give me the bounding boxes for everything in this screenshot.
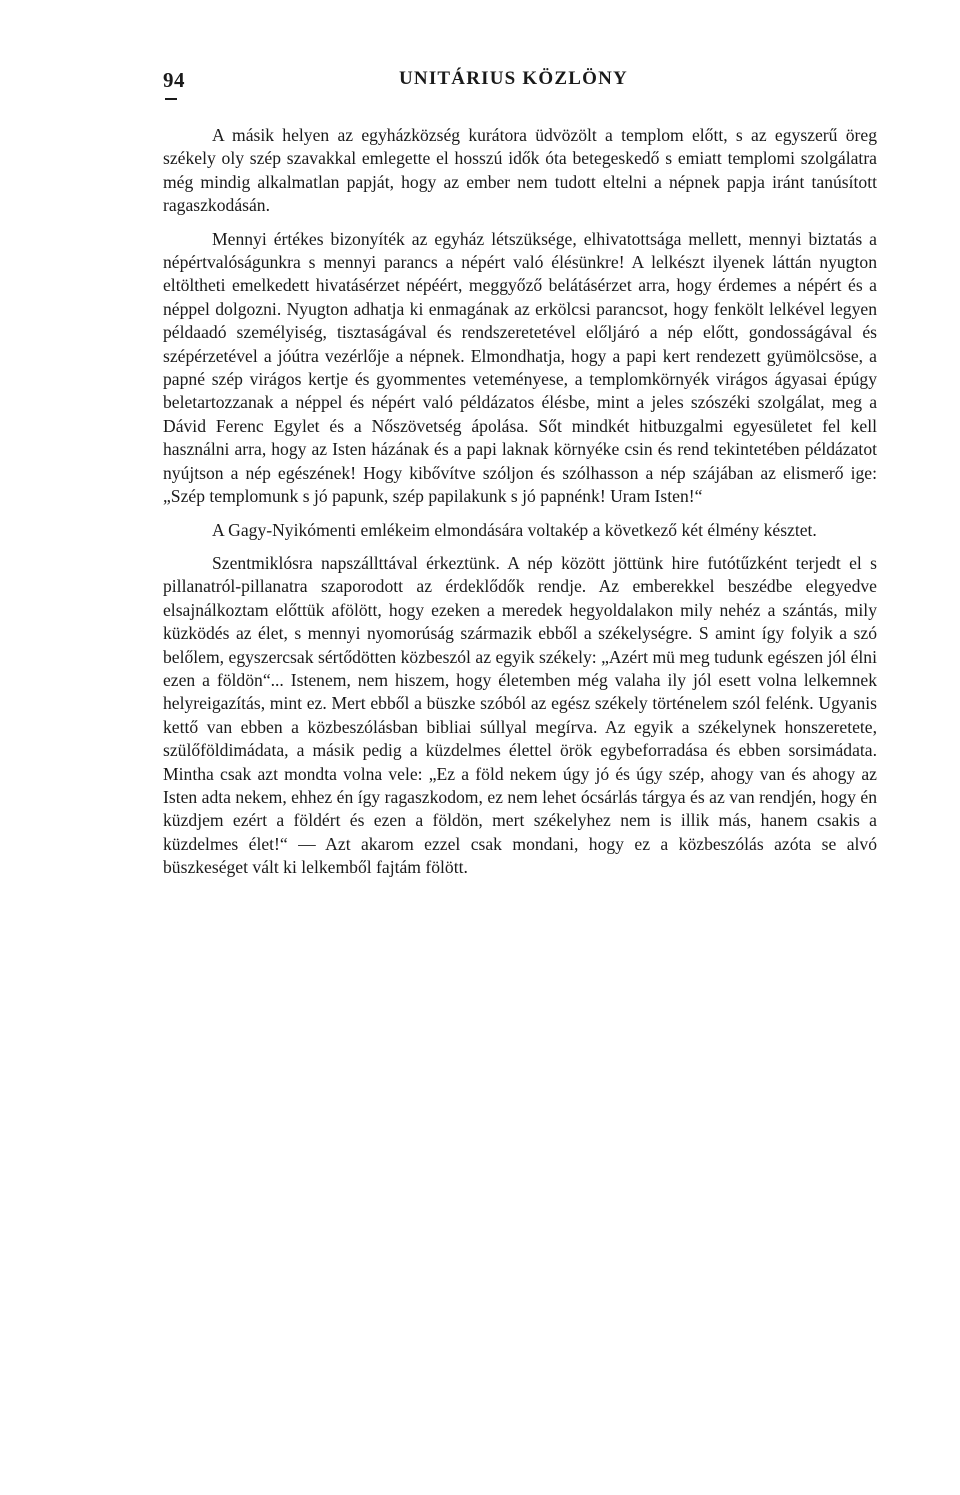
paragraph-1: A másik helyen az egyházközség kurátora üdvözölt a templom előtt, s az egyszerű öreg székely oly szép szavakkal emlegette el hosszú idők óta betegeskedő s emiatt templomi szolgálatra még mindig alkalmatlan papját, hogy az ember nem tudott eltelni a népnek papja iránt tanúsított ragaszkodásán. bbox=[163, 125, 877, 216]
paragraph-4: Szentmiklósra napszállttával érkeztünk. A nép között jöttünk hire futótűzként terjedt el s pillanatról-pillanatra szaporodott az érdeklődők rendje. Az emberekkel beszédbe elegyedve elsajnálkoztam előttük afölött, hogy ezeken a meredek hegyoldalakon mily nehéz a szántás, mily küzködés az élet, s mennyi nyomorúság származik ebből a székelységre. S amint így folyik a szó belőlem, egyszercsak sértődötten közbeszól az egyik székely: „Azért mü meg tudunk egészen jól élni ezen a földön“... Istenem, nem hiszem, hogy életemben még valaha ily jól esett volna lelkemnek helyreigazítás, mint ez. Mert ebből a büszke szóból az egész székely történelem szól felénk. Ugyanis kettő van ebben a közbeszólásban bibliai súllyal megírva. Az egyik a székelynek honszeretete, szülőföldimádata, a másik pedig a küzdelmes élettel örök egybeforradása és ebben sorsimádata. Mintha csak azt mondta volna vele: „Ez a föld nekem úgy jó és úgy szép, ahogy van és ahogy az Isten adta nekem, ehhez én így ragaszkodom, ez nem lehet ócsárlás tárgya és az van rendjén, hogy én küzdjem ezért a földért és ezen a földön, mert székelyhez nem is illik más, hanem csakis a küzdelmes élet!“ — Azt akarom ezzel csak mondani, hogy ez a közbeszólás azóta se alvó büszkeséget vált ki lelkemből fajtám fölött. bbox=[163, 552, 877, 878]
page-header bbox=[163, 68, 883, 98]
paragraph-3: A Gagy-Nyikómenti emlékeim elmondására voltakép a következő két élmény késztet. bbox=[212, 519, 817, 540]
journal-title: UNITÁRIUS KÖZLÖNY bbox=[399, 68, 628, 89]
page-number: 94 bbox=[163, 68, 185, 92]
header-rule bbox=[165, 98, 177, 100]
article-body bbox=[163, 124, 877, 890]
paragraph-2: Mennyi értékes bizonyíték az egyház létszüksége, elhivatottsága mellett, mennyi biztatás a népértvalóságunkra s mennyi parancs a népért való élésünkre! A lelkészt ilyenek láttán nyugton eltöltheti emelkedett hivatásérzet népéért, meggyőző belátásérzet arra, hogy érdemes a népért és a néppel dolgozni. Nyugton adhatja ki enmagának az erkölcsi parancsot, hogy fenkölt lelkével legyen példaadó személyiség, tisztaságával és rendszeretetével előljáró a nép előtt, gondosságával és szépérzetével a jóútra vezérlője a népnek. Elmondhatja, hogy a papi kert rendezett gyümölcsöse, a papné szép virágos kertje és gyommentes veteményese, a templomkörnyék virágos ágyasai épúgy beletartozzanak a néppel és népért való példázatos élésbe, mint a jeles szószéki szolgálat, meg a Dávid Ferenc Egylet és a Nőszövetség ápolása. Sőt mindkét hitbuzgalmi egyesületet fel kell használni arra, hogy az Isten házának és a papi laknak környéke csin és rend tekintetében példázatot nyújtson a nép egészének! Hogy kibővítve szóljon és szólhasson a nép szájában az elismerő ige: „Szép templomunk s jó papunk, szép papilakunk s jó papnénk! Uram Isten!“ bbox=[163, 228, 877, 507]
